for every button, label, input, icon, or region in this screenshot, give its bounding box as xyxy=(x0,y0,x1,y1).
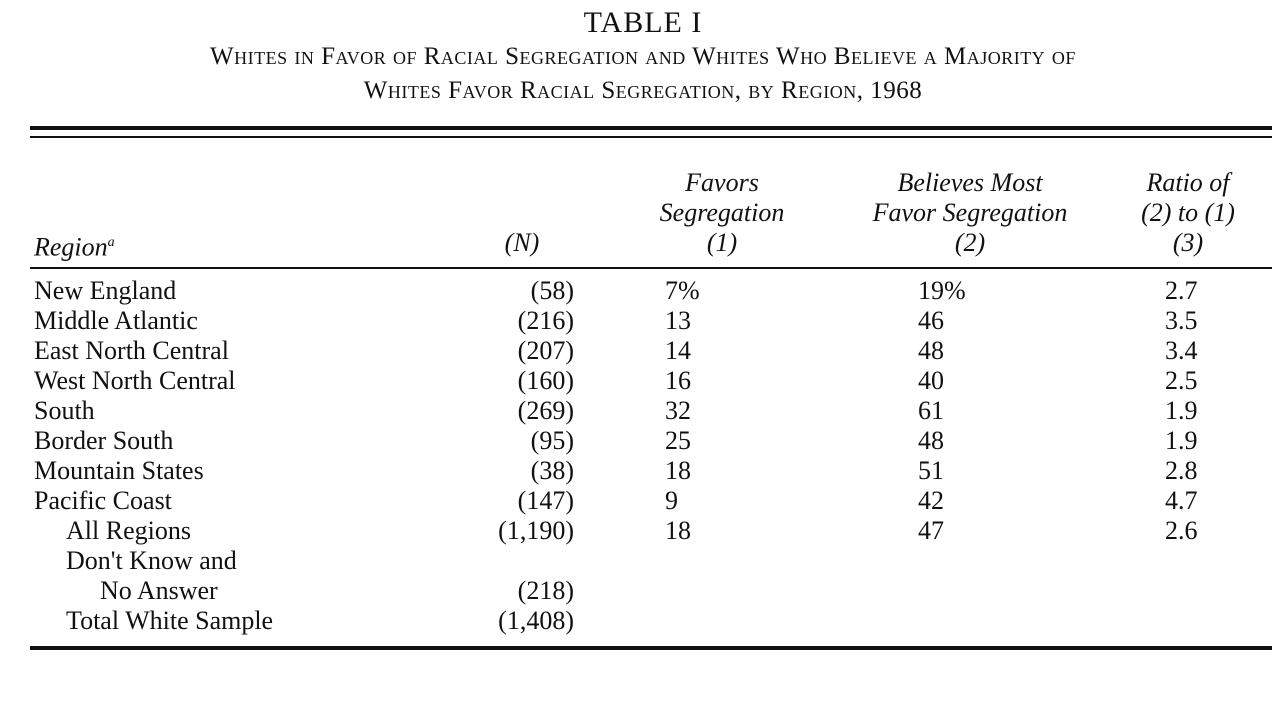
row-believes: 47 xyxy=(918,516,944,545)
row-n: (95) xyxy=(530,426,574,455)
row-region: East North Central xyxy=(34,336,229,365)
table-row xyxy=(0,426,1286,456)
row-favors: 16 xyxy=(665,366,691,395)
table-row xyxy=(0,336,1286,366)
row-believes: 46 xyxy=(918,306,944,335)
row-ratio: 2.5 xyxy=(1165,366,1198,395)
row-believes: 42 xyxy=(918,486,944,515)
header-col3-line3: (3) xyxy=(1172,228,1204,257)
row-ratio: 4.7 xyxy=(1165,486,1198,515)
header-col2-line2: Favor Segregation xyxy=(872,198,1068,227)
row-believes: 40 xyxy=(918,366,944,395)
row-n: (216) xyxy=(517,306,574,335)
table-row-dont-know xyxy=(0,546,1286,576)
row-favors: 7% xyxy=(665,276,700,305)
row-favors: 32 xyxy=(665,396,691,425)
row-believes: 51 xyxy=(918,456,944,485)
row-ratio: 1.9 xyxy=(1165,396,1198,425)
row-ratio: 2.6 xyxy=(1165,516,1198,545)
row-n: (38) xyxy=(530,456,574,485)
table-row xyxy=(0,306,1286,336)
row-region: Border South xyxy=(34,426,174,455)
table-row xyxy=(0,276,1286,306)
row-ratio: 2.7 xyxy=(1165,276,1198,305)
row-believes: 61 xyxy=(918,396,944,425)
row-favors: 9 xyxy=(665,486,678,515)
top-double-rule-upper xyxy=(30,126,1272,130)
table-title-block xyxy=(0,6,1286,108)
row-n: (269) xyxy=(517,396,574,425)
row-region: Total White Sample xyxy=(66,606,274,635)
row-ratio: 1.9 xyxy=(1165,426,1198,455)
header-region-footnote-mark: a xyxy=(107,235,115,250)
header-n: (N) xyxy=(504,228,540,257)
row-believes: 19% xyxy=(918,276,966,305)
header-col3-line1: Ratio of xyxy=(1146,168,1230,197)
header-col2-line3: (2) xyxy=(954,228,986,257)
row-n: (1,190) xyxy=(498,516,574,545)
bottom-rule xyxy=(30,646,1272,650)
row-region: New England xyxy=(34,276,177,305)
row-region: Pacific Coast xyxy=(34,486,172,515)
row-favors: 18 xyxy=(665,516,691,545)
table-row-no-answer xyxy=(0,576,1286,606)
row-region: Middle Atlantic xyxy=(34,306,198,335)
row-n: (160) xyxy=(517,366,574,395)
table-row xyxy=(0,486,1286,516)
top-double-rule-lower xyxy=(30,136,1272,138)
table-caption-line-2: Whites Favor Racial Segregation, by Region, 1968 xyxy=(363,77,923,104)
table-row xyxy=(0,366,1286,396)
table-label: TABLE I xyxy=(583,6,703,39)
row-region: All Regions xyxy=(66,516,191,545)
table-row xyxy=(0,456,1286,486)
row-ratio: 3.4 xyxy=(1165,336,1198,365)
header-col1-line2: Segregation xyxy=(659,198,785,227)
row-ratio: 3.5 xyxy=(1165,306,1198,335)
header-col3-line2: (2) to (1) xyxy=(1141,198,1235,227)
row-n: (58) xyxy=(530,276,574,305)
row-favors: 18 xyxy=(665,456,691,485)
table-row-total xyxy=(0,606,1286,636)
header-region-label: Region xyxy=(34,232,108,262)
row-ratio: 2.8 xyxy=(1165,456,1198,485)
table-row-all-regions xyxy=(0,516,1286,546)
table-row xyxy=(0,396,1286,426)
row-believes: 48 xyxy=(918,336,944,365)
row-favors: 25 xyxy=(665,426,691,455)
row-region: No Answer xyxy=(100,576,218,605)
table-caption-line-1: Whites in Favor of Racial Segregation and Whites Who Believe a Majority of xyxy=(210,43,1076,70)
row-n: (207) xyxy=(517,336,574,365)
header-rule xyxy=(30,267,1272,269)
row-n: (218) xyxy=(517,576,574,605)
header-region xyxy=(34,228,115,263)
row-favors: 13 xyxy=(665,306,691,335)
row-region: West North Central xyxy=(34,366,236,395)
header-col1-line1: Favors xyxy=(685,168,759,197)
header-col1-line3: (1) xyxy=(706,228,738,257)
row-favors: 14 xyxy=(665,336,691,365)
row-n: (147) xyxy=(517,486,574,515)
row-region: Mountain States xyxy=(34,456,204,485)
row-n: (1,408) xyxy=(498,606,574,635)
row-believes: 48 xyxy=(918,426,944,455)
row-region: Don't Know and xyxy=(66,546,237,575)
header-col2-line1: Believes Most xyxy=(897,168,1043,197)
row-region: South xyxy=(34,396,95,425)
